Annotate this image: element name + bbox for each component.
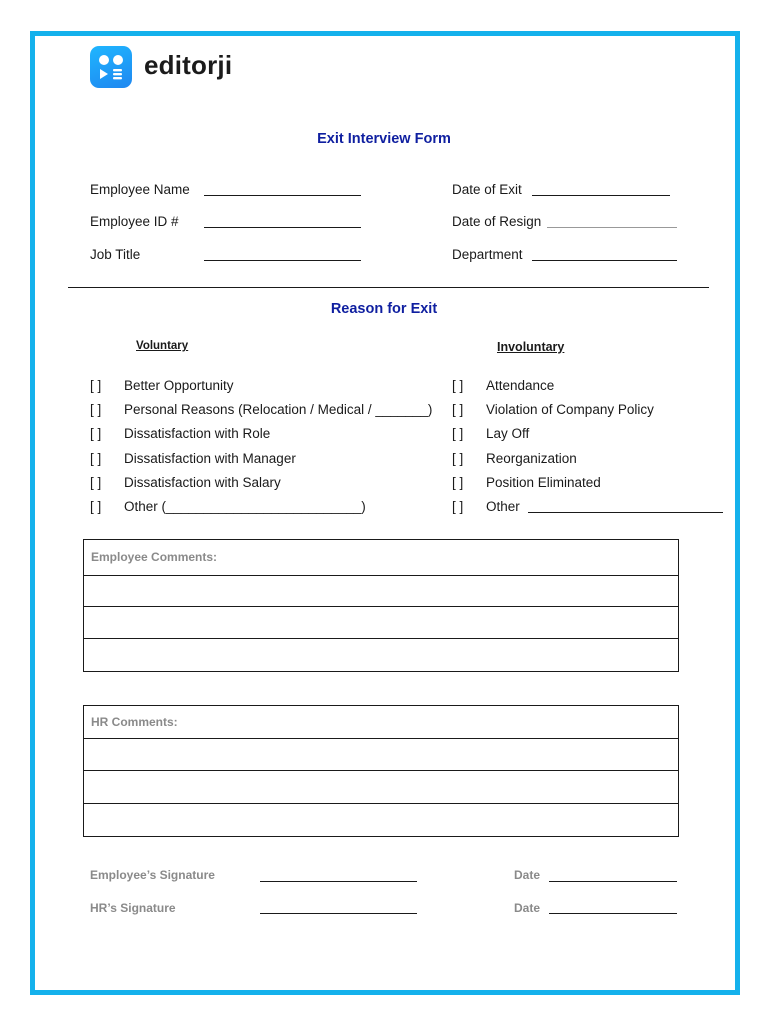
editorji-logo-icon [90, 46, 132, 88]
comment-line[interactable] [84, 607, 678, 639]
date-of-exit-label: Date of Exit [452, 182, 522, 197]
employee-comments-label: Employee Comments: [84, 540, 678, 576]
voluntary-header: Voluntary [136, 340, 189, 352]
employee-signature-field[interactable] [260, 881, 417, 882]
involuntary-option[interactable] [452, 451, 577, 466]
hr-date-field[interactable] [549, 913, 677, 914]
checkbox-bracket: [ ] [452, 451, 464, 466]
involuntary-option[interactable] [452, 378, 554, 393]
employee-date-field[interactable] [549, 881, 677, 882]
option-label: Personal Reasons (Relocation / Medical / _______) [124, 402, 433, 417]
involuntary-header: Involuntary [497, 340, 565, 354]
employee-id-label: Employee ID # [90, 214, 179, 229]
employee-name-field[interactable] [204, 195, 361, 196]
checkbox-bracket: [ ] [90, 426, 102, 441]
checkbox-bracket: [ ] [90, 475, 102, 490]
option-label: Lay Off [486, 426, 530, 441]
involuntary-other-field[interactable] [528, 512, 723, 513]
option-label: Dissatisfaction with Manager [124, 451, 296, 466]
date-of-exit-field[interactable] [532, 195, 670, 196]
option-label: Dissatisfaction with Role [124, 426, 271, 441]
voluntary-option[interactable] [90, 402, 432, 417]
date-of-resign-field[interactable] [547, 227, 677, 228]
hr-comments-label: HR Comments: [84, 706, 678, 739]
voluntary-option[interactable] [90, 475, 281, 490]
employee-signature-label: Employee’s Signature [90, 868, 215, 882]
comment-line[interactable] [84, 639, 678, 671]
involuntary-option[interactable] [452, 402, 654, 417]
hr-signature-field[interactable] [260, 913, 417, 914]
comment-line[interactable] [84, 739, 678, 771]
involuntary-option[interactable] [452, 499, 520, 514]
brand-name: editorji [144, 50, 233, 80]
involuntary-option[interactable] [452, 475, 601, 490]
hr-date-label: Date [514, 901, 541, 915]
involuntary-option[interactable] [452, 426, 529, 441]
employee-comments-box [83, 539, 679, 672]
checkbox-bracket: [ ] [452, 426, 464, 441]
job-title-label: Job Title [90, 247, 141, 262]
section-divider [68, 287, 709, 288]
option-label: Position Eliminated [486, 475, 601, 490]
checkbox-bracket: [ ] [452, 475, 464, 490]
option-label: Other (__________________________) [124, 499, 366, 514]
option-label: Other [486, 499, 520, 514]
checkbox-bracket: [ ] [452, 499, 464, 514]
checkbox-bracket: [ ] [90, 451, 102, 466]
option-label: Reorganization [486, 451, 577, 466]
comment-line[interactable] [84, 771, 678, 804]
comment-line[interactable] [84, 576, 678, 607]
option-label: Attendance [486, 378, 555, 393]
job-title-field[interactable] [204, 260, 361, 261]
checkbox-bracket: [ ] [90, 378, 102, 393]
checkbox-bracket: [ ] [452, 378, 464, 393]
date-of-resign-label: Date of Resign [452, 214, 542, 229]
employee-id-field[interactable] [204, 227, 361, 228]
employee-name-label: Employee Name [90, 182, 190, 197]
form-title: Exit Interview Form [317, 131, 451, 147]
comment-line[interactable] [84, 804, 678, 836]
voluntary-option[interactable] [90, 451, 296, 466]
hr-comments-box [83, 705, 679, 837]
employee-date-label: Date [514, 868, 541, 882]
voluntary-option[interactable] [90, 499, 366, 514]
checkbox-bracket: [ ] [90, 499, 102, 514]
checkbox-bracket: [ ] [452, 402, 464, 417]
hr-signature-label: HR’s Signature [90, 901, 176, 915]
voluntary-option[interactable] [90, 426, 270, 441]
option-label: Violation of Company Policy [486, 402, 654, 417]
reason-title: Reason for Exit [330, 301, 438, 317]
option-label: Dissatisfaction with Salary [124, 475, 281, 490]
department-field[interactable] [532, 260, 677, 261]
option-label: Better Opportunity [124, 378, 234, 393]
department-label: Department [452, 247, 523, 262]
checkbox-bracket: [ ] [90, 402, 102, 417]
voluntary-option[interactable] [90, 378, 234, 393]
